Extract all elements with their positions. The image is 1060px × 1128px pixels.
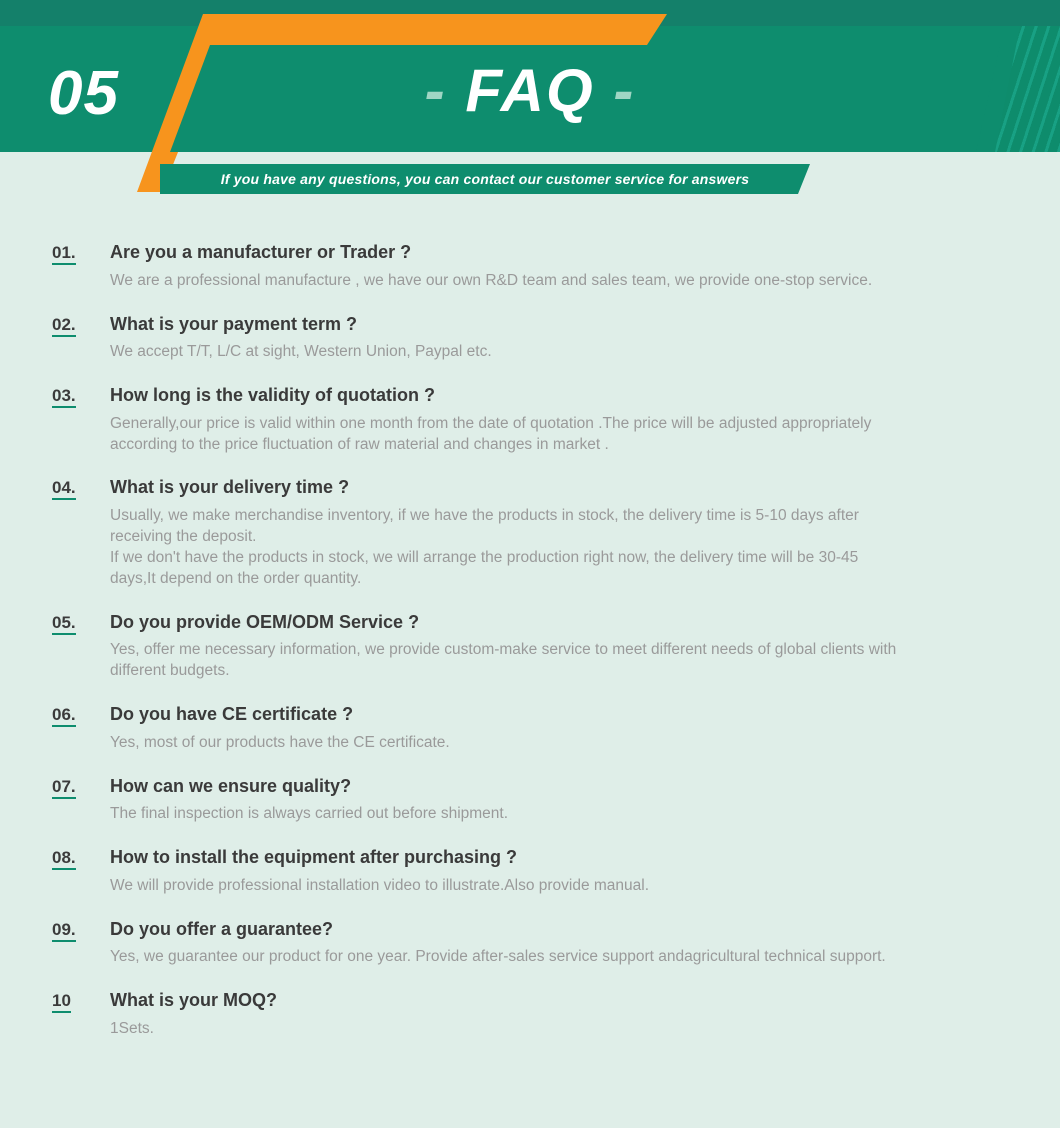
faq-question: Do you have CE certificate ? — [110, 704, 354, 725]
faq-item — [52, 704, 1020, 754]
faq-answer — [110, 414, 1020, 456]
faq-answer — [110, 271, 1020, 292]
faq-item-body — [110, 477, 1020, 589]
faq-answer — [110, 640, 1020, 682]
faq-answer-line: Yes, offer me necessary information, we provide custom-make service to meet different needs of global clients with — [110, 641, 897, 659]
faq-item-number: 02. — [52, 314, 110, 364]
page-title — [0, 56, 1060, 125]
faq-answer-line: Generally,our price is valid within one month from the date of quotation .The price will be adjusted appropriately — [110, 414, 872, 432]
title-text: FAQ — [465, 57, 595, 124]
faq-answer — [110, 1019, 1020, 1040]
faq-item-body — [110, 385, 1020, 455]
faq-answer-line: Usually, we make merchandise inventory, if we have the products in stock, the delivery time is 5-10 days after — [110, 507, 859, 525]
faq-item-number: 05. — [52, 612, 110, 682]
faq-list — [0, 200, 1060, 1040]
faq-item-body — [110, 314, 1020, 364]
faq-item-body — [110, 612, 1020, 682]
faq-answer-line: days,It depend on the order quantity. — [110, 569, 362, 587]
title-dash-left: - — [424, 57, 447, 124]
faq-answer-line: according to the price fluctuation of raw material and changes in market . — [110, 435, 609, 453]
faq-item-number: 09. — [52, 919, 110, 969]
faq-item-number: 01. — [52, 242, 110, 292]
faq-question: Are you a manufacturer or Trader ? — [110, 242, 412, 262]
faq-item-body — [110, 990, 1020, 1040]
faq-question: What is your delivery time ? — [110, 477, 350, 498]
faq-answer-line: We will provide professional installation video to illustrate.Also provide manual. — [110, 876, 650, 894]
faq-item-number: 08. — [52, 847, 110, 897]
faq-item-body — [110, 776, 1020, 826]
faq-answer — [110, 876, 1020, 897]
faq-item-number: 03. — [52, 385, 110, 455]
faq-answer-line: Yes, we guarantee our product for one year. Provide after-sales service support andagricultural technical support. — [110, 948, 886, 966]
faq-item-body — [110, 919, 1020, 969]
faq-question: How long is the validity of quotation ? — [110, 385, 435, 406]
faq-answer-line: We accept T/T, L/C at sight, Western Union, Paypal etc. — [110, 343, 492, 361]
faq-answer-line: We are a professional manufacture , we have our own R&D team and sales team, we provide one-stop service. — [110, 271, 873, 289]
title-dash-right: - — [613, 57, 636, 124]
faq-item-number: 04. — [52, 477, 110, 589]
faq-item — [52, 847, 1020, 897]
section-number: 05 — [48, 59, 119, 128]
faq-question: Do you offer a guarantee? — [110, 918, 334, 939]
faq-item-number: 10 — [52, 990, 110, 1040]
faq-answer-line: different budgets. — [110, 662, 230, 680]
faq-item — [52, 919, 1020, 969]
faq-answer-line: If we don't have the products in stock, we will arrange the production right now, the delivery time will be 30-45 — [110, 548, 859, 566]
faq-answer — [110, 342, 1020, 363]
faq-answer-line: receiving the deposit. — [110, 527, 257, 545]
faq-question: How can we ensure quality? — [110, 775, 352, 796]
faq-question: What is your payment term ? — [110, 313, 358, 334]
faq-answer — [110, 947, 1020, 968]
faq-question: Do you provide OEM/ODM Service ? — [110, 611, 420, 632]
faq-answer — [110, 804, 1020, 825]
faq-item — [52, 385, 1020, 455]
faq-header-banner — [0, 0, 1060, 200]
faq-answer — [110, 733, 1020, 754]
faq-item-number: 07. — [52, 776, 110, 826]
faq-answer-line: The final inspection is always carried out before shipment. — [110, 805, 509, 823]
faq-item — [52, 477, 1020, 589]
faq-item — [52, 990, 1020, 1040]
faq-question: What is your MOQ? — [110, 990, 278, 1011]
faq-item — [52, 776, 1020, 826]
faq-item — [52, 314, 1020, 364]
faq-answer — [110, 506, 1020, 590]
faq-item-body — [110, 242, 1020, 292]
faq-item — [52, 242, 1020, 292]
faq-item-number: 06. — [52, 704, 110, 754]
faq-item-body — [110, 704, 1020, 754]
subtitle-text: If you have any questions, you can contact our customer service for answers — [220, 171, 750, 187]
faq-item-body — [110, 847, 1020, 897]
faq-answer-line: 1Sets. — [110, 1019, 154, 1037]
faq-answer-line: Yes, most of our products have the CE certificate. — [110, 733, 450, 751]
faq-item — [52, 612, 1020, 682]
faq-question: How to install the equipment after purchasing ? — [110, 847, 518, 868]
